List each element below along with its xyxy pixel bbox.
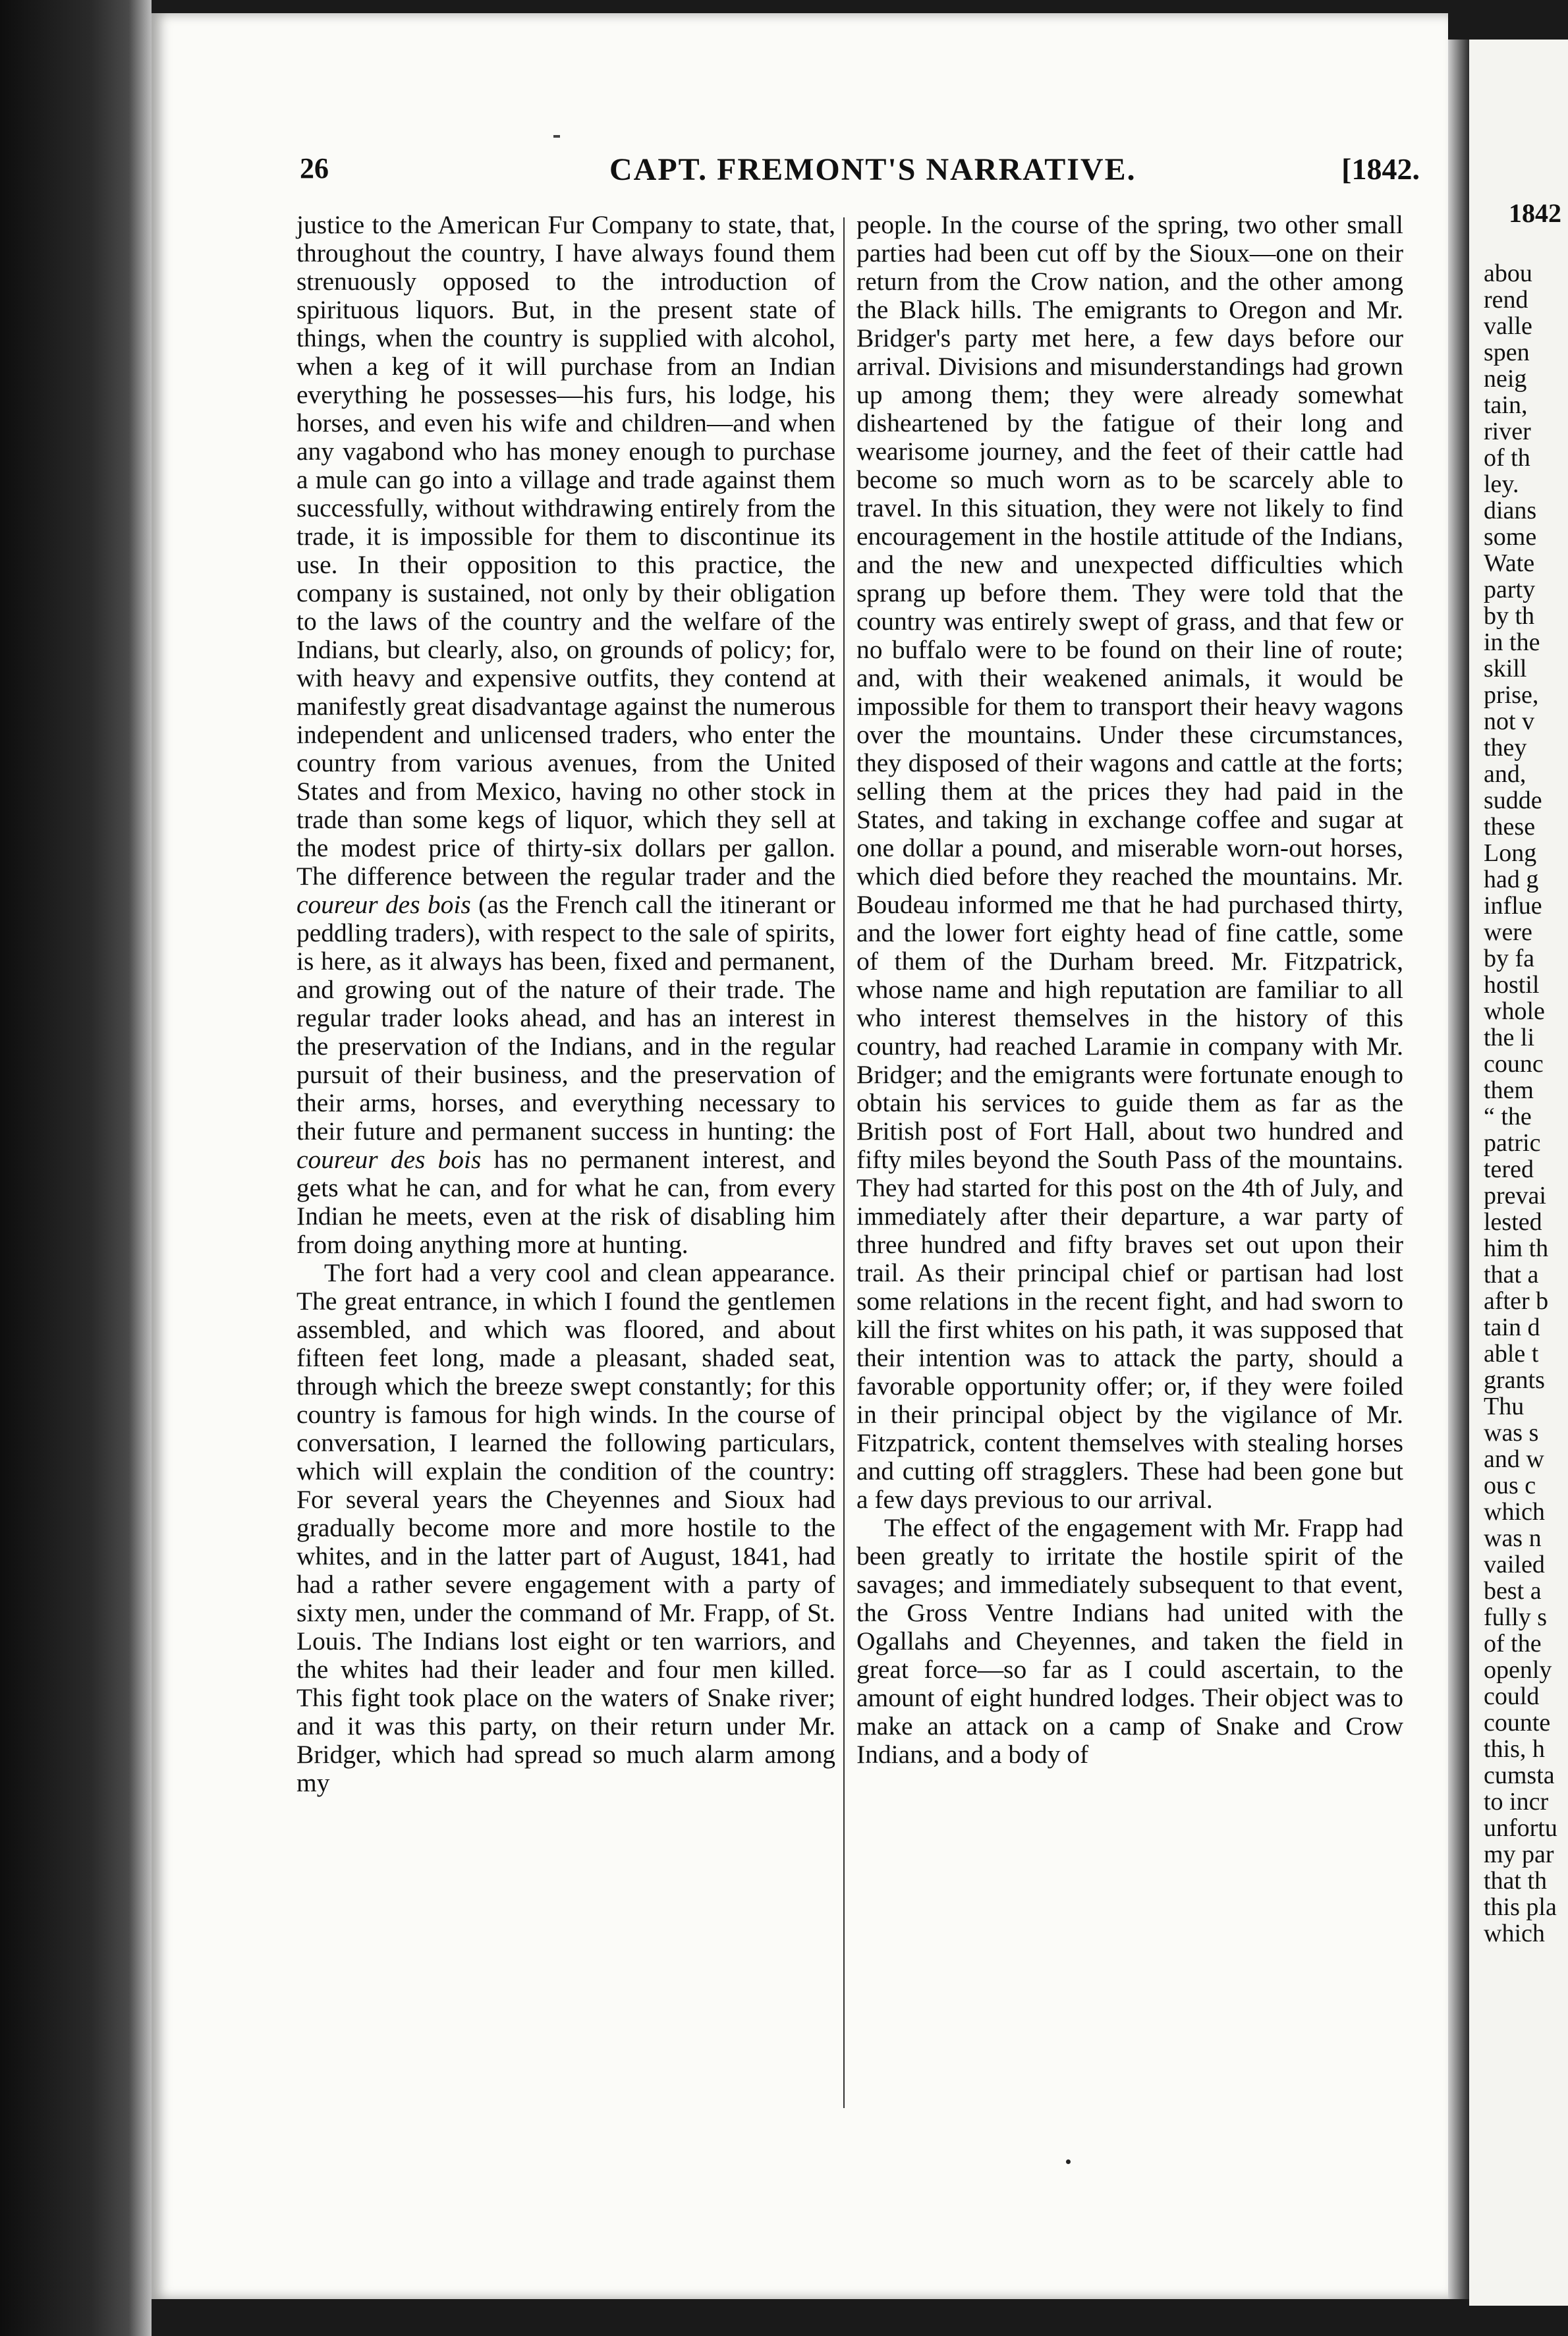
page-fold-shadow [1448,40,1469,2299]
facing-page-line: which [1484,1920,1545,1947]
facing-page-line: to incr [1484,1788,1549,1816]
facing-page-line: ley. [1484,470,1519,498]
facing-page-line: prevai [1484,1182,1546,1210]
facing-page-line: which [1484,1498,1545,1526]
facing-page-line: was n [1484,1524,1542,1552]
facing-page-line: and, [1484,760,1526,788]
paragraph: justice to the American Fur Company to state, that, throughout the country, I have always found them strenuously opposed to the introduction of spirituous liquors. But, in the present state of things, when the country is supplied with alcohol, when a keg of it will purchase from an Indian everything he possesses—his furs, his lodge, his horses, and even his wife and children—and when any vagabond who has money enough to purchase a mule can go into a village and trade against them successfully, without withdrawing entirely from the trade, it is impossible for them to discontinue its use. In their opposition to this practice, the company is sustained, not only by their obligation to the laws of the country and the welfare of the Indians, but clearly, also, on grounds of policy; for, with heavy and expensive outfits, they contend at manifestly great disadvantage against the numerous independent and unlicensed traders, who enter the country from various avenues, from the United States and from Mexico, having no other stock in trade than some kegs of liquor, which they sell at the modest price of thirty-six dollars per gallon. The difference between the regular trader and the coureur des bois (as the French call the itinerant or peddling traders), with respect to the sale of spirits, is here, as it always has been, fixed and permanent, and growing out of the nature of their trade. The regular trader looks ahead, and has an interest in the preservation of the Indians, and in the regular pursuit of their business, and the preservation of their arms, horses, and everything necessary to their future and permanent success in hunting: the coureur des bois has no permanent interest, and gets what he can, and for what he can, from every Indian he meets, even at the risk of disabling him from doing anything more at hunting. [296,210,836,1259]
facing-page-line: Wate [1484,549,1535,577]
paragraph: people. In the course of the spring, two other small parties had been cut off by the Sioux—one on their return from the Crow nation, and the other among the Black hills. The emigrants to Oregon and Mr. Bridger's party met here, a few days before our arrival. Divisions and misunderstandings had grown up among them; they were already somewhat disheartened by the fatigue of their long and wearisome journey, and the feet of their cattle had become so much worn as to be scarcely able to travel. In this situation, they were not likely to find encouragement in the hostile attitude of the Indians, and the new and unexpected difficulties which sprang up before them. They were told that the country was entirely swept of grass, and that few or no buffalo were to be found on their line of route; and, with their weakened animals, it would be impossible for them to transport their heavy wagons over the mountains. Under these circumstances, they disposed of their wagons and cattle at the forts; selling them at the prices they had paid in the States, and taking in exchange coffee and sugar at one dollar a pound, and miserable worn-out horses, which died before they reached the mountains. Mr. Boudeau informed me that he had purchased thirty, and the lower fort eighty head of fine cattle, some of them of the Durham breed. Mr. Fitzpatrick, whose name and high reputation are familiar to all who interest themselves in the history of this country, had reached Laramie in company with Mr. Bridger; and the emigrants were fortunate enough to obtain his services to guide them as far as the British post of Fort Hall, about two hundred and fifty miles beyond the South Pass of the mountains. They had started for this post on the 4th of July, and immediately after their departure, a war party of three hundred and fifty braves set out upon their trail. As their principal chief or partisan had lost some relations in the recent fight, and had sworn to kill the first whites on his path, it was supposed that their intention was to attack the party, should a favorable opportunity offer; or, if they were foiled in their principal object by the vigilance of Mr. Fitzpatrick, content themselves with stealing horses and cutting off stragglers. These had been gone but a few days previous to our arrival. [856,210,1403,1514]
facing-page-line: they [1484,734,1527,762]
facing-page-line: in the [1484,628,1540,656]
binding-gutter [0,0,152,2336]
facing-page-line: were [1484,918,1532,946]
facing-page-line: by th [1484,602,1535,630]
column-divider [843,217,845,2108]
facing-page-line: this, h [1484,1735,1545,1763]
facing-page-line: party [1484,576,1536,603]
facing-page-line: whole [1484,997,1545,1025]
facing-page-line: of the [1484,1630,1542,1657]
facing-page-line: counc [1484,1050,1544,1078]
facing-page-line: hostil [1484,971,1540,999]
facing-page-line: the li [1484,1024,1535,1051]
facing-page-line: after b [1484,1287,1549,1315]
facing-page-line: that th [1484,1867,1548,1895]
facing-page-line: that a [1484,1261,1539,1289]
facing-page-fragment [1469,40,1568,2306]
facing-page-line: able t [1484,1340,1539,1368]
facing-page-line: neig [1484,365,1527,393]
facing-page-line: unfortu [1484,1814,1557,1842]
facing-page-line: Thu [1484,1393,1525,1420]
facing-page-line: vailed [1484,1551,1545,1578]
facing-page-line: them [1484,1076,1534,1104]
facing-page-line: was s [1484,1419,1539,1447]
paragraph: The fort had a very cool and clean appearance. The great entrance, in which I found the gentlemen assembled, and which was floored, and about fifteen feet long, made a pleasant, shaded seat, through which the breeze swept constantly; for this country is famous for high winds. In the course of conversation, I learned the following particulars, which will explain the condition of the country: For several years the Cheyennes and Sioux had gradually become more and more hostile to the whites, and in the latter part of August, 1841, had had a rather severe engagement with a party of sixty men, under the command of Mr. Frapp, of St. Louis. The Indians lost eight or ten warriors, and the whites had their leader and four men killed. This fight took place on the waters of Snake river; and it was this party, on their return under Mr. Bridger, which had spread so much alarm among my [296,1258,835,1797]
facing-page-line: river [1484,418,1531,445]
text-column-right [856,211,1403,1769]
print-mark [553,135,560,138]
facing-page-line: rend [1484,286,1528,314]
facing-page-line: lested [1484,1208,1542,1236]
facing-page-line: sudde [1484,787,1542,814]
facing-page-line: prise, [1484,681,1539,709]
page-number: 26 [300,152,329,184]
facing-page-line: him th [1484,1235,1549,1262]
facing-page-line: spen [1484,339,1530,366]
facing-page-line: some [1484,523,1537,551]
facing-page-line: fully s [1484,1603,1548,1631]
facing-page-line: Long [1484,839,1537,867]
facing-page-line: this pla [1484,1893,1557,1921]
facing-page-line: abou [1484,260,1532,287]
facing-page-line: tain, [1484,391,1528,419]
facing-page-line: dians [1484,497,1537,524]
facing-page-line: not v [1484,708,1535,735]
text-column-left [296,211,835,1797]
facing-page-line: of th [1484,444,1530,472]
facing-page-line: tered [1484,1155,1534,1183]
facing-page-line: grants [1484,1366,1545,1394]
facing-page-line: had g [1484,866,1539,893]
paragraph: The effect of the engagement with Mr. Frapp had been greatly to irritate the hostile spirit of the savages; and immediately subsequent to that event, the Gross Ventre Indians had united with the Ogallahs and Cheyennes, and taken the field in great force—so far as I could ascertain, to the amount of eight hundred lodges. Their object was to make an attack on a camp of Snake and Crow Indians, and a body of [856,1513,1403,1769]
facing-page-line: tain d [1484,1314,1540,1341]
print-dot [1066,2159,1071,2164]
facing-page-line: valle [1484,312,1532,340]
facing-page-line: openly [1484,1656,1552,1684]
facing-page-line: could [1484,1682,1540,1710]
facing-page-line: best a [1484,1577,1542,1605]
facing-page-line: patric [1484,1129,1541,1157]
facing-page-line: skill [1484,655,1527,682]
facing-page-line: ous c [1484,1472,1536,1499]
facing-page-line: influe [1484,892,1542,920]
facing-page-line: “ the [1484,1103,1532,1130]
header-year: [1842. [1341,152,1420,186]
facing-page-header: 1842 [1509,198,1561,228]
running-header [300,152,1420,191]
facing-page-line: my par [1484,1841,1554,1868]
facing-page-text [1484,260,1568,1947]
facing-page-line: by fa [1484,945,1535,972]
facing-page-line: cumsta [1484,1762,1555,1789]
running-title: CAPT. FREMONT'S NARRATIVE. [609,152,1136,187]
facing-page-line: these [1484,813,1536,841]
facing-page-line: and w [1484,1445,1544,1473]
facing-page-line: counte [1484,1709,1551,1737]
